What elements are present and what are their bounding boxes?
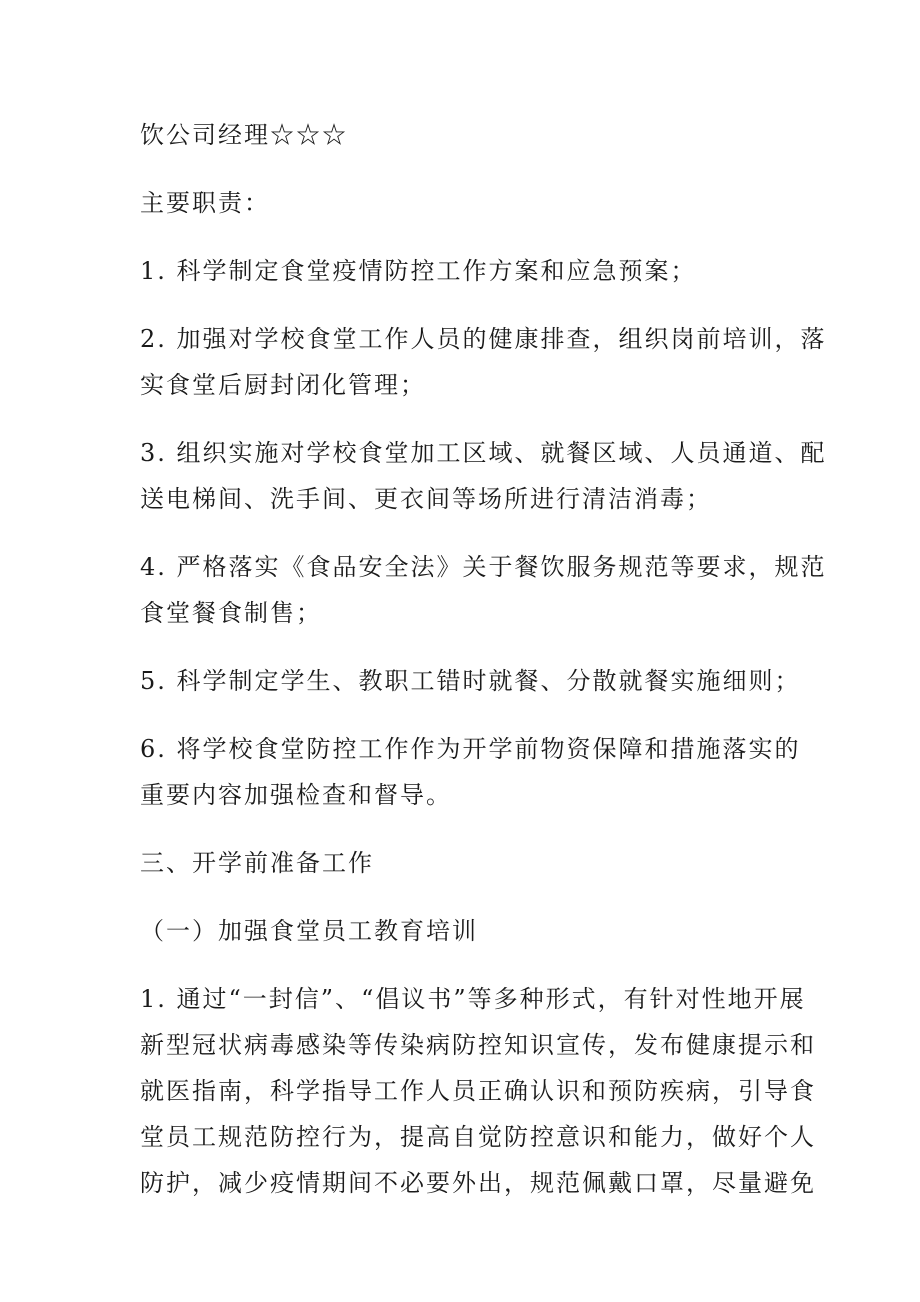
duty-item-6-line-2: 重要内容加强检查和督导。	[140, 781, 452, 809]
document-body	[140, 112, 827, 1228]
duty-item-3-line-2: 送电梯间、洗手间、更衣间等场所进行清洁消毒；	[140, 485, 712, 513]
duty-item-4-line-1: 4. 严格落实《食品安全法》关于餐饮服务规范等要求，规范	[140, 553, 827, 581]
training-line-3: 就医指南，科学指导工作人员正确认识和预防疾病，引导食	[140, 1077, 816, 1105]
duty-item-3-line-1: 3. 组织实施对学校食堂加工区域、就餐区域、人员通道、配	[140, 439, 827, 467]
section-heading	[140, 840, 785, 886]
subsection-heading	[140, 908, 785, 954]
subsection-heading-text: （一）加强食堂员工教育培训	[140, 917, 478, 945]
title-line	[140, 112, 785, 158]
section-label-text: 主要职责：	[140, 189, 270, 217]
duty-item-2-line-1: 2. 加强对学校食堂工作人员的健康排查，组织岗前培训，落	[140, 325, 827, 353]
duty-item-2-line-2: 实食堂后厨封闭化管理；	[140, 371, 426, 399]
training-paragraph	[140, 976, 816, 1206]
section-label	[140, 180, 785, 226]
duty-item-5-text: 5. 科学制定学生、教职工错时就餐、分散就餐实施细则；	[140, 667, 801, 695]
duty-item-1	[140, 248, 785, 294]
duty-item-1-text: 1. 科学制定食堂疫情防控工作方案和应急预案；	[140, 257, 697, 285]
training-line-2: 新型冠状病毒感染等传染病防控知识宣传，发布健康提示和	[140, 1031, 816, 1059]
duty-item-3	[140, 430, 827, 522]
training-line-1: 1. 通过“一封信”、“倡议书”等多种形式，有针对性地开展	[140, 985, 806, 1013]
section-heading-text: 三、开学前准备工作	[140, 849, 374, 877]
duty-item-4-line-2: 食堂餐食制售；	[140, 599, 322, 627]
title-text: 饮公司经理☆☆☆	[140, 121, 348, 149]
training-line-5: 防护，减少疫情期间不必要外出，规范佩戴口罩，尽量避免	[140, 1169, 816, 1197]
duty-item-6	[140, 726, 801, 818]
training-line-4: 堂员工规范防控行为，提高自觉防控意识和能力，做好个人	[140, 1123, 816, 1151]
duty-item-2	[140, 316, 827, 408]
duty-item-4	[140, 544, 827, 636]
duty-item-5	[140, 658, 801, 704]
duty-item-6-line-1: 6. 将学校食堂防控工作作为开学前物资保障和措施落实的	[140, 735, 801, 763]
